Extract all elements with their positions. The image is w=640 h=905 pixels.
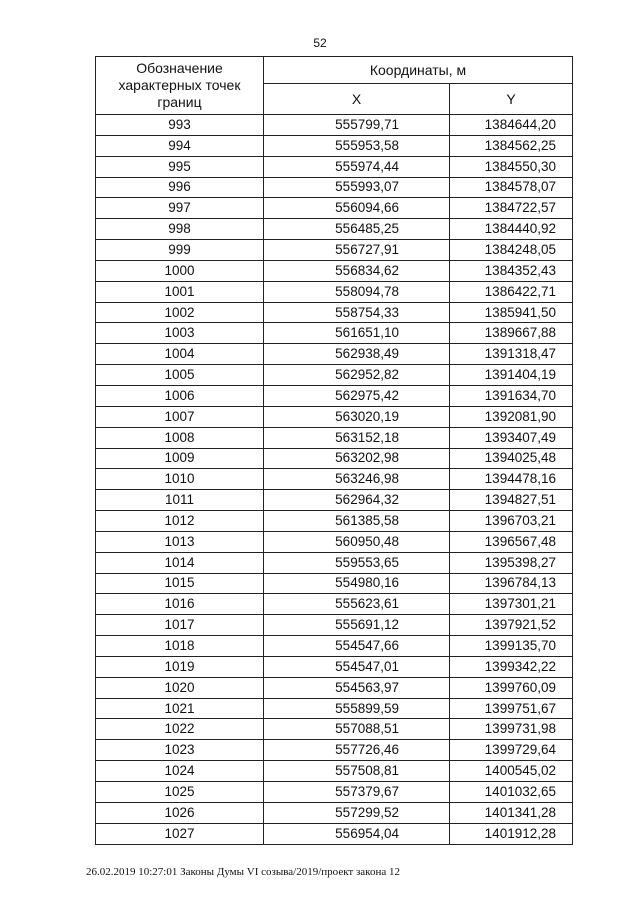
table-row [96,427,573,448]
point-cell: 1025 [96,782,264,803]
x-coordinate-cell: 556834,62 [264,260,450,281]
y-coordinate-cell: 1401341,28 [450,802,573,823]
y-coordinate-cell: 1399135,70 [450,636,573,657]
x-column-header: X [264,84,450,115]
point-cell: 1010 [96,469,264,490]
x-coordinate-cell: 555974,44 [264,156,450,177]
table-row [96,719,573,740]
x-coordinate-cell: 556485,25 [264,219,450,240]
table-header [96,57,573,115]
point-cell: 998 [96,219,264,240]
y-coordinate-cell: 1399760,09 [450,677,573,698]
y-coordinate-cell: 1395398,27 [450,552,573,573]
x-coordinate-cell: 556954,04 [264,823,450,844]
x-coordinate-cell: 562964,32 [264,490,450,511]
x-coordinate-cell: 556094,66 [264,198,450,219]
x-coordinate-cell: 558754,33 [264,302,450,323]
point-cell: 997 [96,198,264,219]
x-coordinate-cell: 557726,46 [264,740,450,761]
table-row [96,573,573,594]
y-coordinate-cell: 1397301,21 [450,594,573,615]
y-coordinate-cell: 1384644,20 [450,115,573,136]
y-coordinate-cell: 1394025,48 [450,448,573,469]
point-cell: 1019 [96,656,264,677]
point-cell: 1016 [96,594,264,615]
table-row [96,365,573,386]
x-coordinate-cell: 554563,97 [264,677,450,698]
y-column-header: Y [450,84,573,115]
table-row [96,823,573,844]
y-coordinate-cell: 1392081,90 [450,406,573,427]
point-cell: 1024 [96,761,264,782]
point-cell: 1008 [96,427,264,448]
y-coordinate-cell: 1391404,19 [450,365,573,386]
y-coordinate-cell: 1384578,07 [450,177,573,198]
x-coordinate-cell: 555899,59 [264,698,450,719]
x-coordinate-cell: 562938,49 [264,344,450,365]
y-coordinate-cell: 1384722,57 [450,198,573,219]
table-row [96,135,573,156]
x-coordinate-cell: 561385,58 [264,511,450,532]
y-coordinate-cell: 1393407,49 [450,427,573,448]
x-coordinate-cell: 557088,51 [264,719,450,740]
table-body [96,115,573,845]
document-footer: 26.02.2019 10:27:01 Законы Думы VI созыва/2019/проект закона 12 [86,866,400,878]
x-coordinate-cell: 554980,16 [264,573,450,594]
y-coordinate-cell: 1386422,71 [450,281,573,302]
point-cell: 1005 [96,365,264,386]
point-cell: 1006 [96,385,264,406]
point-cell: 1018 [96,636,264,657]
table-row [96,323,573,344]
table-row [96,344,573,365]
table-row [96,531,573,552]
x-coordinate-cell: 556727,91 [264,240,450,261]
x-coordinate-cell: 561651,10 [264,323,450,344]
y-coordinate-cell: 1400545,02 [450,761,573,782]
table-row [96,406,573,427]
point-cell: 1021 [96,698,264,719]
y-coordinate-cell: 1399729,64 [450,740,573,761]
y-coordinate-cell: 1399342,22 [450,656,573,677]
y-coordinate-cell: 1391634,70 [450,385,573,406]
y-coordinate-cell: 1384550,30 [450,156,573,177]
y-coordinate-cell: 1384562,25 [450,135,573,156]
table-row [96,115,573,136]
y-coordinate-cell: 1401912,28 [450,823,573,844]
table-row [96,469,573,490]
table-row [96,761,573,782]
table-row [96,615,573,636]
x-coordinate-cell: 555993,07 [264,177,450,198]
x-coordinate-cell: 562952,82 [264,365,450,386]
table-row [96,511,573,532]
point-column-header: Обозначение характерных точек границ [96,57,264,115]
point-cell: 1012 [96,511,264,532]
point-cell: 1003 [96,323,264,344]
table-row [96,802,573,823]
table-row [96,552,573,573]
x-coordinate-cell: 563152,18 [264,427,450,448]
y-coordinate-cell: 1397921,52 [450,615,573,636]
table-row [96,677,573,698]
point-cell: 999 [96,240,264,261]
point-cell: 1023 [96,740,264,761]
x-coordinate-cell: 555623,61 [264,594,450,615]
point-cell: 994 [96,135,264,156]
x-coordinate-cell: 559553,65 [264,552,450,573]
table-row [96,260,573,281]
x-coordinate-cell: 560950,48 [264,531,450,552]
y-coordinate-cell: 1384352,43 [450,260,573,281]
x-coordinate-cell: 557508,81 [264,761,450,782]
y-coordinate-cell: 1394827,51 [450,490,573,511]
point-cell: 1015 [96,573,264,594]
point-cell: 995 [96,156,264,177]
coordinates-column-header: Координаты, м [264,57,573,84]
x-coordinate-cell: 558094,78 [264,281,450,302]
table-row [96,594,573,615]
x-coordinate-cell: 554547,66 [264,636,450,657]
point-cell: 996 [96,177,264,198]
y-coordinate-cell: 1391318,47 [450,344,573,365]
point-cell: 1022 [96,719,264,740]
x-coordinate-cell: 554547,01 [264,656,450,677]
x-coordinate-cell: 555953,58 [264,135,450,156]
point-cell: 1013 [96,531,264,552]
point-cell: 1020 [96,677,264,698]
table-row [96,490,573,511]
x-coordinate-cell: 555691,12 [264,615,450,636]
table-row [96,177,573,198]
y-coordinate-cell: 1396703,21 [450,511,573,532]
point-cell: 1009 [96,448,264,469]
point-cell: 1014 [96,552,264,573]
table-row [96,156,573,177]
point-cell: 1002 [96,302,264,323]
point-cell: 993 [96,115,264,136]
table-row [96,740,573,761]
point-cell: 1027 [96,823,264,844]
table-row [96,636,573,657]
point-cell: 1026 [96,802,264,823]
point-cell: 1011 [96,490,264,511]
table-row [96,219,573,240]
point-cell: 1000 [96,260,264,281]
y-coordinate-cell: 1385941,50 [450,302,573,323]
table-row [96,385,573,406]
y-coordinate-cell: 1399751,67 [450,698,573,719]
table-row [96,240,573,261]
table-row [96,198,573,219]
table-row [96,782,573,803]
x-coordinate-cell: 562975,42 [264,385,450,406]
y-coordinate-cell: 1401032,65 [450,782,573,803]
coordinates-table [95,56,573,845]
x-coordinate-cell: 563246,98 [264,469,450,490]
y-coordinate-cell: 1389667,88 [450,323,573,344]
table-row [96,281,573,302]
y-coordinate-cell: 1384440,92 [450,219,573,240]
page-number: 52 [313,36,327,50]
point-cell: 1017 [96,615,264,636]
x-coordinate-cell: 557299,52 [264,802,450,823]
y-coordinate-cell: 1396784,13 [450,573,573,594]
table-row [96,656,573,677]
table-row [96,698,573,719]
table-row [96,302,573,323]
y-coordinate-cell: 1399731,98 [450,719,573,740]
point-cell: 1007 [96,406,264,427]
y-coordinate-cell: 1394478,16 [450,469,573,490]
x-coordinate-cell: 555799,71 [264,115,450,136]
x-coordinate-cell: 557379,67 [264,782,450,803]
y-coordinate-cell: 1396567,48 [450,531,573,552]
x-coordinate-cell: 563020,19 [264,406,450,427]
point-cell: 1004 [96,344,264,365]
y-coordinate-cell: 1384248,05 [450,240,573,261]
x-coordinate-cell: 563202,98 [264,448,450,469]
table-row [96,448,573,469]
point-cell: 1001 [96,281,264,302]
